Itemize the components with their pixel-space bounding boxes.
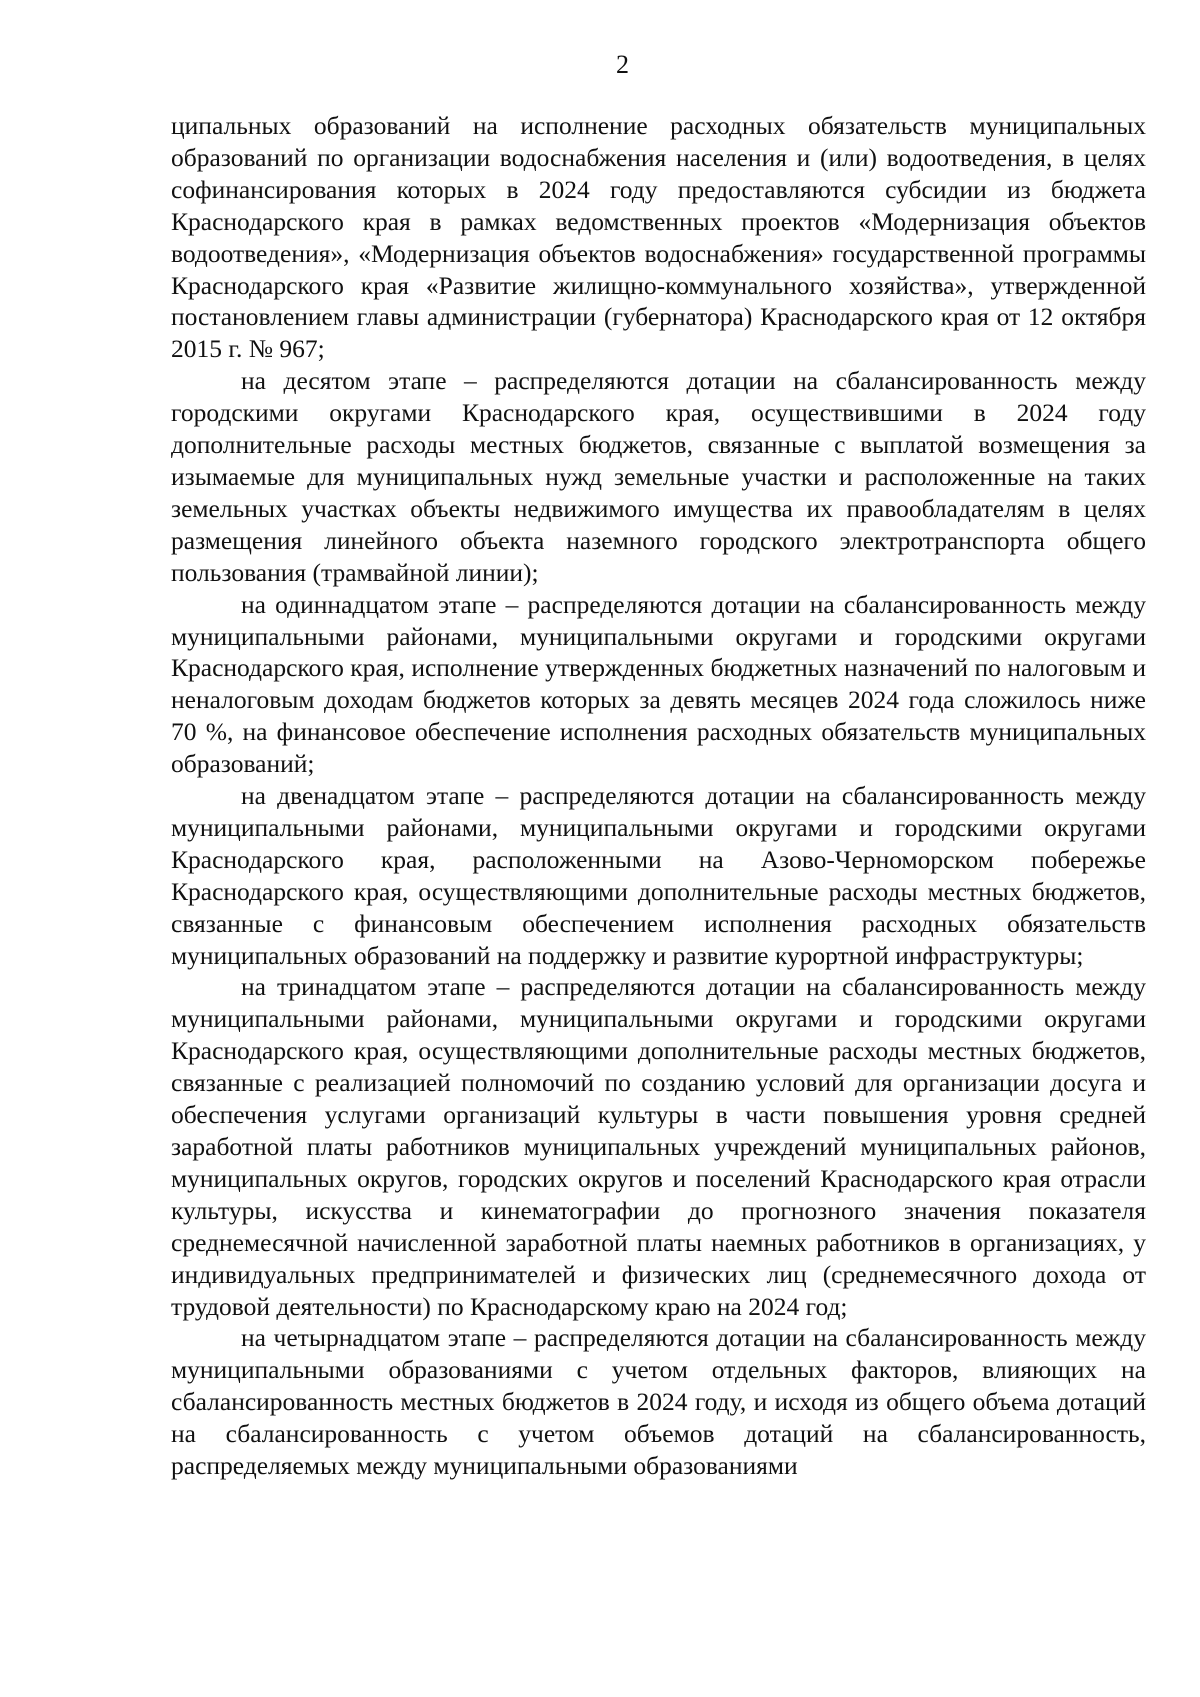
page-number: 2 — [616, 50, 629, 79]
paragraph-stage-13: на тринадцатом этапе – распределяются дотации на сбалансированность между муниципальными районами, муниципальными округами и городскими округами Краснодарского края, осуществляющими дополнительные расходы местных бюджетов, связанные с реализацией полномочий по созданию условий для организации досуга и обеспечения услугами организаций культуры в части повышения уровня средней заработной платы работников муниципальных учреждений муниципальных районов, муниципальных округов, городских округов и поселений Краснодарского края отрасли культуры, искусства и кинематографии до прогнозного значения показателя среднемесячной начисленной заработной платы наемных работников в организациях, у индивидуальных предпринимателей и физических лиц (среднемесячного дохода от трудовой деятельности) по Краснодарскому краю на 2024 год; — [171, 972, 1146, 1321]
paragraph-stage-12: на двенадцатом этапе – распределяются дотации на сбалансированность между муниципальными районами, муниципальными округами и городскими округами Краснодарского края, расположенными на Азово-Черноморском побережье Краснодарского края, осуществляющими дополнительные расходы местных бюджетов, связанные с финансовым обеспечением исполнения расходных обязательств муниципальных образований на поддержку и развитие курортной инфраструктуры; — [171, 781, 1146, 970]
paragraph-stage-11: на одиннадцатом этапе – распределяются дотации на сбалансированность между муниципальными районами, муниципальными округами и городскими округами Краснодарского края, исполнение утвержденных бюджетных назначений по налоговым и неналоговым доходам бюджетов которых за девять месяцев 2024 года сложилось ниже 70 %, на финансовое обеспечение исполнения расходных обязательств муниципальных образований; — [171, 589, 1146, 779]
document-body — [171, 110, 1146, 1482]
paragraph-continuation: ципальных образований на исполнение расходных обязательств муниципальных образований по организации водоснабжения населения и (или) водоотведения, в целях софинансирования которых в 2024 году предоставляются субсидии из бюджета Краснодарского края в рамках ведомственных проектов «Модернизация объектов водоотведения», «Модернизация объектов водоснабжения» государственной программы Краснодарского края «Развитие жилищно-коммунального хозяйства», утвержденной постановлением главы администрации (губернатора) Краснодарского края от 12 октября 2015 г. № 967; — [171, 111, 1146, 364]
paragraph-stage-14: на четырнадцатом этапе – распределяются дотации на сбалансированность между муниципальными образованиями с учетом отдельных факторов, влияющих на сбалансированность местных бюджетов в 2024 году, и исходя из общего объема дотаций на сбалансированность с учетом объемов дотаций на сбалансированность, распределяемых между муниципальными образованиями — [171, 1323, 1146, 1481]
paragraph-stage-10: на десятом этапе – распределяются дотации на сбалансированность между городскими округами Краснодарского края, осуществившими в 2024 году дополнительные расходы местных бюджетов, связанные с выплатой возмещения за изымаемые для муниципальных нужд земельные участки и расположенные на таких земельных участках объекты недвижимого имущества их правообладателям в целях размещения линейного объекта наземного городского электротранспорта общего пользования (трамвайной линии); — [171, 366, 1146, 587]
